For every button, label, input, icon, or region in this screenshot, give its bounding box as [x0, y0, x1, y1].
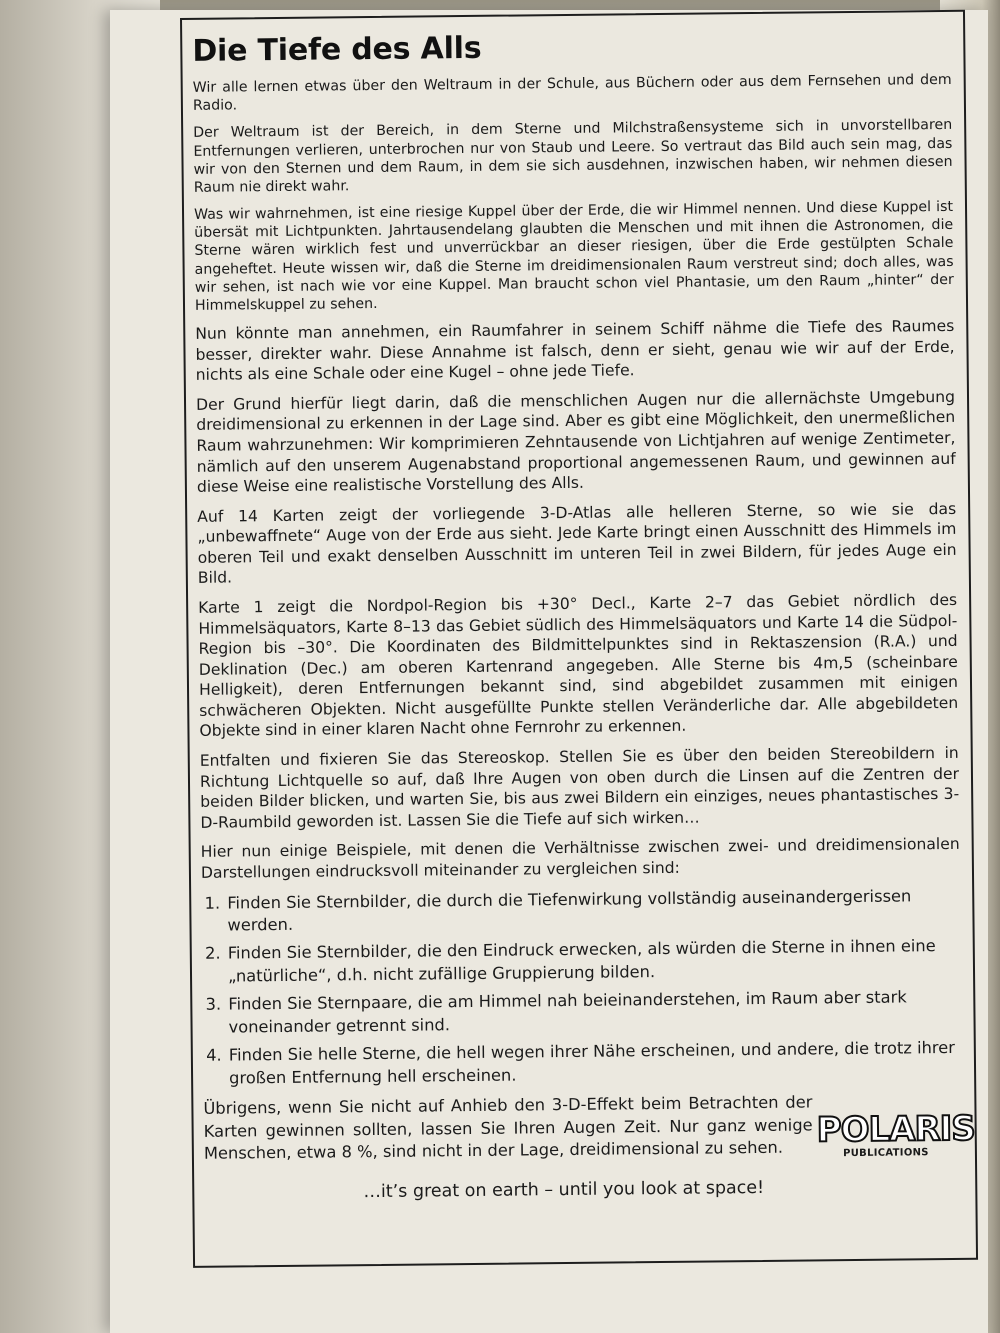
document-title: Die Tiefe des Alls	[192, 30, 482, 69]
paragraph-weltraum: Der Weltraum ist der Bereich, in dem Sterne und Milchstraßensysteme sich in unvorstellbaren Entfernungen verlieren, unterbrochen nur von Staub und Leere. So vertraut das Bild auch sein mag, das wir von den Sternen und dem Raum, in dem sie sich ausdehnen, inzwischen haben, wir nehmen diesen Raum nie direkt wahr.	[193, 117, 953, 196]
list-item: 3. Finden Sie Sternpaare, die am Himmel nah beieinanderstehen, im Raum aber stark voneinander getrennt sind.	[226, 986, 961, 1039]
logo-subtitle: PUBLICATIONS	[843, 1147, 929, 1160]
paragraph-beispiele: Hier nun einige Beispiele, mit denen die Verhältnisse zwischen zwei- und dreidimensionalen Darstellungen eindrucksvoll miteinander zu vergleichen sind:	[200, 835, 960, 882]
paragraph-grund: Der Grund hierfür liegt darin, daß die menschlichen Augen nur die allernächste Umgebung dreidimensional zu erkennen in der Lage sind. Aber es gibt eine Möglichkeit, den unermeßlichen Raum wahrzunehmen: Wir komprimieren Zehntausende von Lichtjahren auf wenige Zentimeter, nämlich auf den unserem Augenabstand proportional angemessenen Raum, und gewinnen auf diese Weise eine realistische Vorstellung des Alls.	[195, 387, 956, 496]
examples-list	[201, 884, 962, 1090]
paragraph-kuppel: Was wir wahrnehmen, ist eine riesige Kuppel über der Erde, die wir Himmel nennen. Und diese Kuppel ist übersät mit Lichtpunkten. Jahrtausendelang glaubten die Menschen und mit ihnen die Astronomen, die Sterne wären wirklich fest und unverrückbar an dieser riesigen, über die Erde gestülpten Schale angeheftet. Heute wissen wir, daß die Sterne im dreidimensionalen Raum verstreut sind; doch alles, was wir sehen, ist nach wie vor eine Kuppel. Man braucht schon viel Phantasie, um den Raum „hinter“ der Himmelskuppel zu sehen.	[193, 198, 954, 314]
list-item: 1. Finden Sie Sternbilder, die durch die Tiefenwirkung vollständig auseinandergerissen werden.	[225, 884, 960, 937]
paragraph-intro: Wir alle lernen etwas über den Weltraum in der Schule, aus Büchern oder aus dem Fernsehen und dem Radio.	[192, 71, 952, 115]
list-item: 4. Finden Sie helle Sterne, die hell wegen ihrer Nähe erscheinen, und andere, die trotz ihrer großen Entfernung hell erscheinen.	[227, 1037, 962, 1090]
list-item: 2. Finden Sie Sternbilder, die den Eindruck erwecken, als würden die Sterne in ihnen eine „natürliche“, d.h. nicht zufällige Gruppierung bilden.	[226, 935, 961, 988]
closing-paragraph: Übrigens, wenn Sie nicht auf Anhieb den 3-D-Effekt beim Betrachten der Karten gewinnen sollten, lassen Sie Ihren Augen Zeit. Nur ganz wenige Menschen, etwa 8 %, sind nicht in der Lage, dreidimensional zu sehen.	[203, 1092, 813, 1164]
document-frame	[180, 10, 978, 1268]
paragraph-stereoskop: Entfalten und fixieren Sie das Stereoskop. Stellen Sie es über den beiden Stereobildern in Richtung Lichtquelle so auf, daß Ihre Augen von oben durch die Linsen auf die Zentren der beiden Bilder blicken, und warten Sie, bis aus zwei Bildern ein einziges, neues phantastisches 3-D-Raumbild geworden ist. Lassen Sie die Tiefe auf sich wirken…	[199, 743, 960, 832]
tagline: …it’s great on earth – until you look at space!	[363, 1177, 765, 1202]
logo-word: POLARIS	[816, 1109, 976, 1151]
paragraph-karte-1: Karte 1 zeigt die Nordpol-Region bis +30° Decl., Karte 2–7 das Gebiet nördlich des Himmelsäquators, Karte 8–13 das Gebiet südlich des Himmelsäquators und Karte 14 die Südpol-Region bis –30°. Die Koordinaten des Bildmittelpunktes sind in Rektaszension (R.A.) und Deklination (Dec.) am oberen Kartenrand angegeben. Alle Sterne bis 4m,5 (scheinbare Helligkeit), deren Entfernungen bekannt sind, sind abgebildet zusammen mit einigen schwächeren Objekten. Nicht ausgefüllte Punkte stellen Veränderliche dar. Alle abgebildeten Objekte sind in einer klaren Nacht ohne Fernrohr zu erkennen.	[198, 590, 959, 741]
paragraph-karten: Auf 14 Karten zeigt der vorliegende 3-D-Atlas alle helleren Sterne, so wie sie das „unbewaffnete“ Auge von der Erde aus sieht. Jede Karte bringt einen Ausschnitt des Himmels im oberen Teil und exakt denselben Ausschnitt im unteren Teil in zwei Bildern, für jedes Auge ein Bild.	[197, 499, 957, 588]
paragraph-raumfahrer: Nun könnte man annehmen, ein Raumfahrer in seinem Schiff nähme die Tiefe des Raumes besser, direkter wahr. Diese Annahme ist falsch, denn er sieht, genau wie wir auf der Erde, nichts als eine Schale oder eine Kugel – ohne jede Tiefe.	[195, 316, 955, 385]
polaris-logo	[816, 1109, 976, 1160]
closing-section	[203, 1090, 976, 1165]
